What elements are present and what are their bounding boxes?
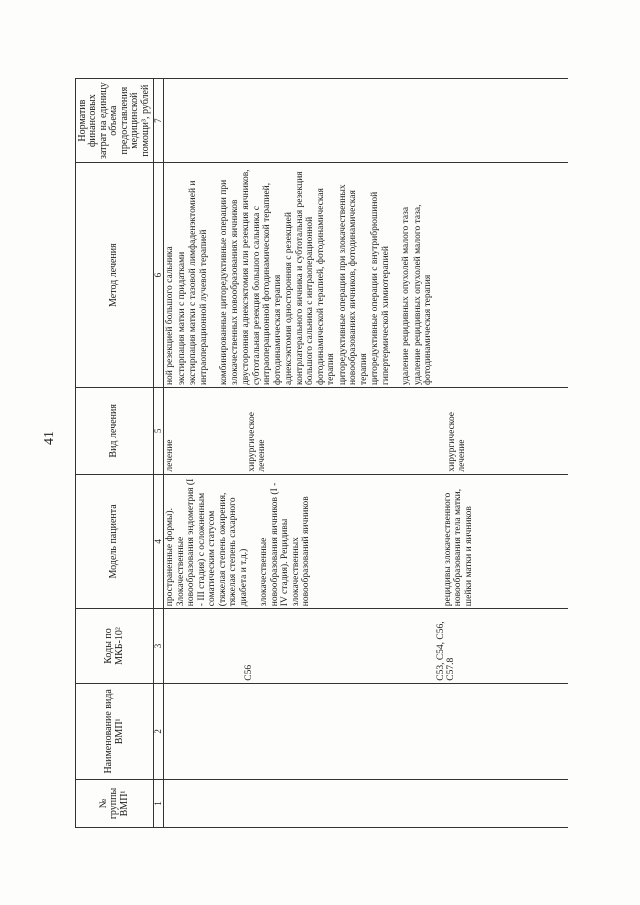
treatment-method-text: циторедуктивные операции при злокачественных новообразованиях яичников, фотодинамическая терапия: [337, 184, 369, 386]
column-number-row: [154, 79, 164, 828]
treatment-type-text: хирургическое лечение: [446, 411, 467, 472]
treatment-method-text: ной резекцией большого сальника: [165, 246, 175, 386]
header-group-number: № группы ВМП¹: [76, 779, 154, 827]
rotated-table-sheet: [75, 78, 585, 828]
icd-codes-cell: [164, 609, 569, 684]
column-number: 2: [154, 683, 164, 779]
cost-norm-cell: [164, 79, 569, 163]
treatment-method-text: экстирпация матки с придатками: [176, 251, 187, 386]
header-treatment-type: Вид лечения: [76, 388, 154, 475]
icd-code: C53, C54, C56, C57.8: [435, 621, 456, 681]
treatment-method-text: удаление рецидивных опухолей малого таза, фотодинамическая терапия: [412, 204, 433, 386]
column-number: 3: [154, 609, 164, 684]
patient-model-text: рецидивы злокачественного новообразования тела матки, шейки матки и яичников: [442, 488, 474, 607]
treatment-method-text: циторедуктивные операции с внутрибрюшиной гипертермической химиотерапией: [370, 191, 391, 386]
group-number-cell: [164, 779, 569, 827]
treatment-type-cell: [164, 388, 569, 475]
vmp-table: [75, 78, 568, 828]
header-cost-norm: Норматив финансовых затрат на единицу объема предоставления медицинской помощи³, рублей: [76, 79, 154, 163]
vmp-name-cell: [164, 683, 569, 779]
header-icd-codes: Коды по МКБ-10²: [76, 609, 154, 684]
treatment-method-cell: [164, 163, 569, 388]
treatment-method-text: удаление рецидивных опухолей малого таза: [401, 206, 411, 386]
column-number: 7: [154, 79, 164, 163]
column-number: 4: [154, 474, 164, 609]
treatment-type-text: лечение: [165, 439, 175, 472]
icd-code: C56: [244, 664, 254, 681]
header-treatment-method: Метод лечения: [76, 163, 154, 388]
patient-model-cell: [164, 474, 569, 609]
patient-model-text: пространенные формы). Злокачественные новообразования эндометрия (I - III стадия) с осложненным соматическим статусом (тяжелая степень ожирения, тяжелая степень сахарного диабета и т.д.): [165, 478, 249, 607]
treatment-method-text: двусторонняя аднексэктомия или резекция яичников, субтотальная резекция большого сальника с интраоперационной фотодинамической терапией, фотодинамическая терапия: [241, 169, 283, 386]
header-row: [76, 79, 154, 828]
column-number: 6: [154, 163, 164, 388]
treatment-method-text: аднексэктомия односторонняя с резекцией контрлатерального яичника и субтотальная резекция большого сальника с интраоперационной фотодинамической терапией, фотодинамическая терапия: [284, 171, 336, 386]
column-number: 5: [154, 388, 164, 475]
column-number: 1: [154, 779, 164, 827]
header-patient-model: Модель пациента: [76, 474, 154, 609]
table-body-row: [164, 79, 569, 828]
treatment-method-text: экстирпация матки с тазовой лимфаденэктомией и интраоперационной лучевой терапией: [188, 180, 209, 386]
header-vmp-name: Наименование вида ВМП¹: [76, 683, 154, 779]
patient-model-text: злокачественные новообразования яичников (I - IV стадия). Рецидивы злокачественных новообразований яичников: [259, 482, 311, 607]
treatment-method-text: комбинированные циторедуктивные операции при злокачественных новообразованиях яичников: [219, 179, 240, 386]
page-number: 41: [42, 431, 57, 445]
treatment-type-text: хирургическое лечение: [246, 411, 267, 472]
